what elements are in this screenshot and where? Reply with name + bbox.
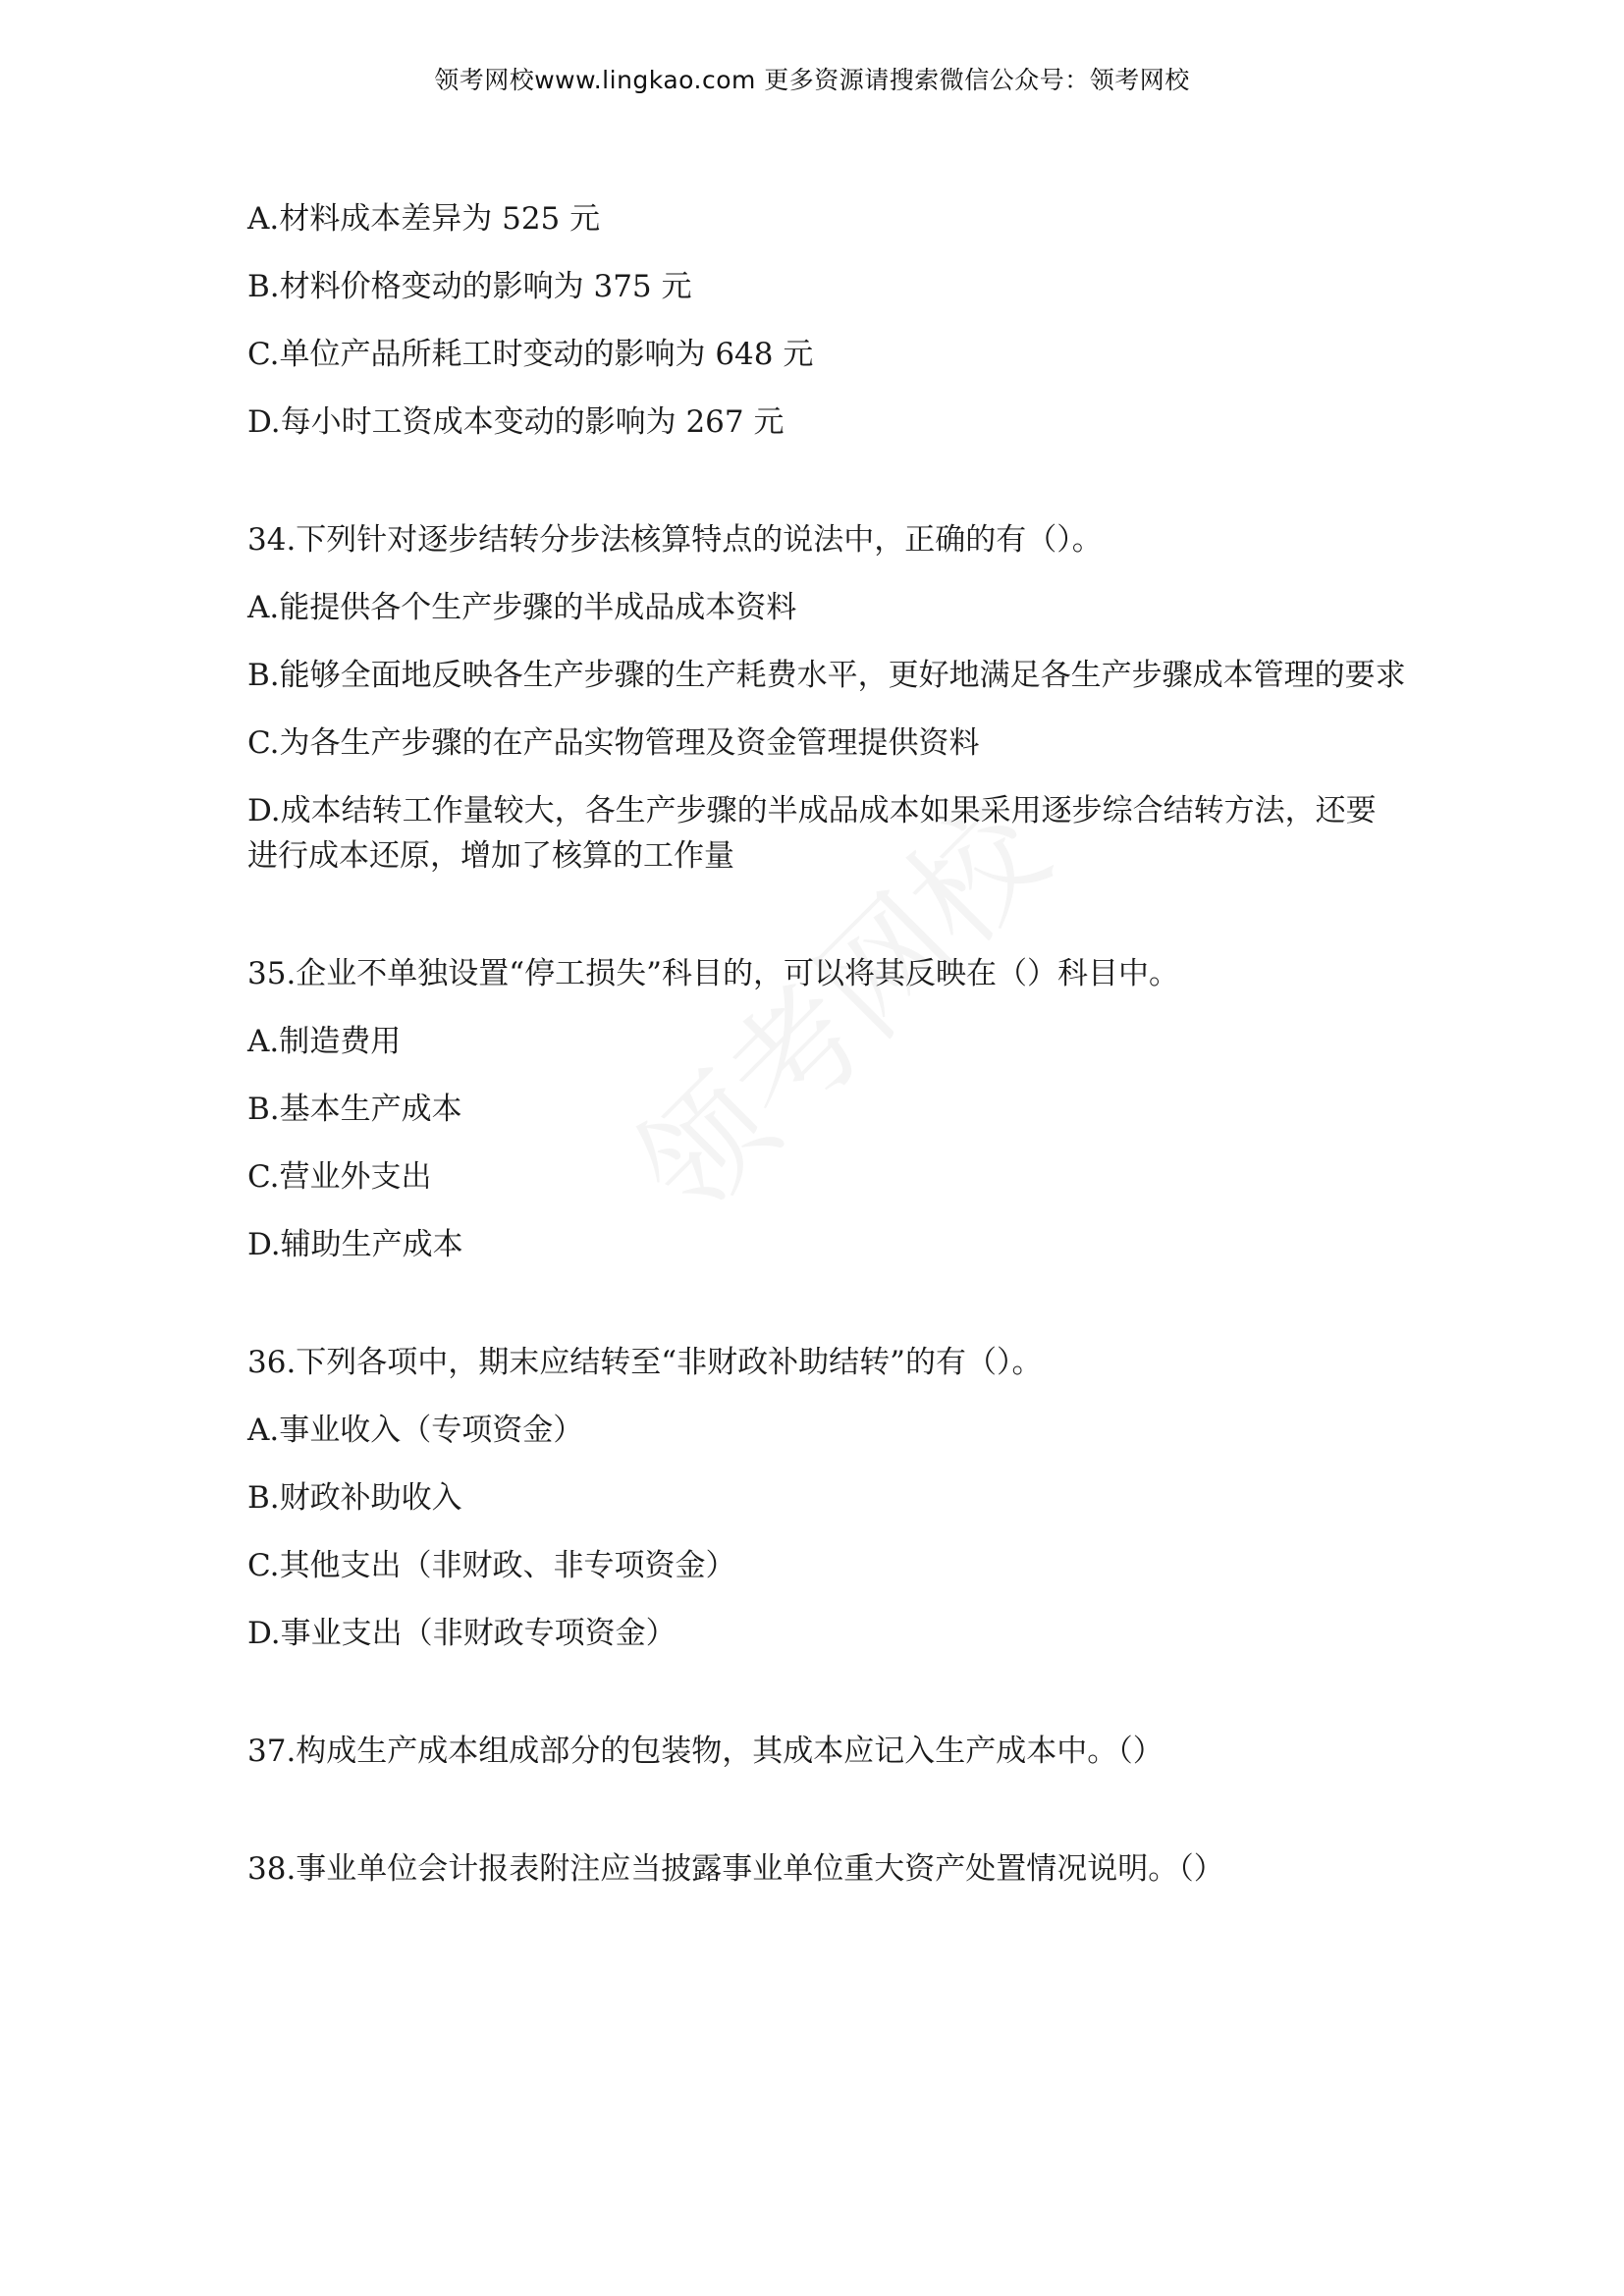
option-a: A.能提供各个生产步骤的半成品成本资料 [247,590,797,625]
option-c: C.营业外支出 [247,1159,432,1195]
question-36 [247,1340,1406,1656]
option-c: C.其他支出（非财政、非专项资金） [247,1548,736,1583]
page-header: 领考网校www.lingkao.com 更多资源请搜索微信公众号：领考网校 [434,66,1190,94]
option-a: A.材料成本差异为 525 元 [247,201,601,237]
question-37 [247,1729,1406,1774]
question-title: 38.事业单位会计报表附注应当披露事业单位重大资产处置情况说明。（） [247,1851,1224,1887]
option-b: B.能够全面地反映各生产步骤的生产耗费水平，更好地满足各生产步骤成本管理的要求 [247,658,1406,693]
option-a: A.事业收入（专项资金） [247,1413,584,1448]
question-title: 37.构成生产成本组成部分的包装物，其成本应记入生产成本中。（） [247,1734,1164,1769]
question-title: 34.下列针对逐步结转分步法核算特点的说法中，正确的有（）。 [247,522,1103,558]
document-body [247,196,1406,1914]
option-b: B.财政补助收入 [247,1480,462,1516]
question-34 [247,517,1406,879]
question-35 [247,951,1406,1267]
option-c: C.单位产品所耗工时变动的影响为 648 元 [247,337,814,372]
option-b: B.材料价格变动的影响为 375 元 [247,269,692,304]
option-d: D.辅助生产成本 [247,1227,463,1262]
question-title: 36.下列各项中，期末应结转至“非财政补助结转”的有（）。 [247,1345,1043,1380]
option-d: D.事业支出（非财政专项资金） [247,1616,677,1651]
question-38 [247,1846,1406,1892]
option-d: D.每小时工资成本变动的影响为 267 元 [247,404,785,440]
option-b: B.基本生产成本 [247,1092,462,1127]
previous-question-options [247,196,1406,445]
question-title: 35.企业不单独设置“停工损失”科目的，可以将其反映在（）科目中。 [247,956,1179,991]
option-a: A.制造费用 [247,1024,402,1059]
option-c: C.为各生产步骤的在产品实物管理及资金管理提供资料 [247,725,980,761]
option-d: D.成本结转工作量较大，各生产步骤的半成品成本如果采用逐步综合结转方法，还要进行成本还原，增加了核算的工作量 [247,793,1377,874]
